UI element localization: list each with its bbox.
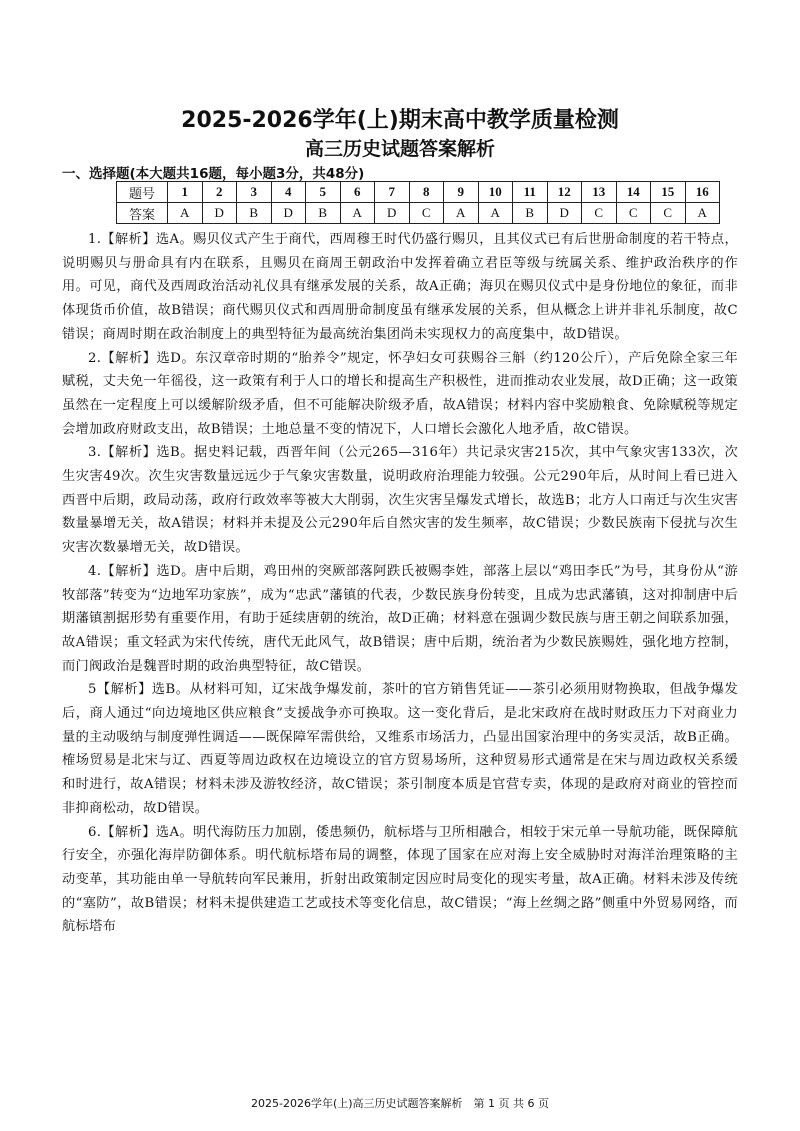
page-footer: 2025-2026学年(上)高三历史试题答案解析 第 1 页 共 6 页 — [250, 1097, 550, 1110]
answer-cell: A — [685, 203, 720, 224]
answer-cell: C — [582, 203, 617, 224]
question-number: 5 — [306, 182, 341, 203]
section-title: 一、选择题(本大题共16题，每小题3分，共48分) — [62, 166, 365, 182]
answer-cell: C — [651, 203, 686, 224]
answer-cell: A — [168, 203, 203, 224]
answer-table-number-row — [117, 182, 720, 203]
question-number: 9 — [444, 182, 479, 203]
document-title: 2025-2026学年(上)期末高中教学质量检测 — [181, 108, 619, 133]
row-label-answer: 答案 — [117, 203, 168, 224]
answer-cell: D — [202, 203, 237, 224]
answer-cell: C — [409, 203, 444, 224]
question-number: 12 — [547, 182, 582, 203]
explanation-paragraph-2: 2.【解析】选D。东汉章帝时期的“胎养令”规定，怀孕妇女可获赐谷三斛（约120公斤），产后免除全家三年赋税，丈夫免一年徭役，这一政策有利于人口的增长和提高生产积极性，进而推动农业发展，故D正确；这一政策虽然在一定程度上可以缓解阶级矛盾，但不可能解决阶级矛盾，故A错误；材料内容中奖励粮食、免除赋税等规定会增加政府财政支出，故B错误；土地总量不变的情况下，人口增长会激化人地矛盾，故C错误。 — [62, 350, 738, 437]
explanation-paragraph-6: 6.【解析】选A。明代海防压力加剧，倭患频仍，航标塔与卫所相融合，相较于宋元单一导航功能，既保障航行安全，亦强化海岸防御体系。明代航标塔布局的调整，体现了国家在应对海上安全威胁时对海洋治理策略的主动变革，其功能由单一导航转向军民兼用，折射出政策制定因应时局变化的现实考量，故A正确。材料未涉及传统的“塞防”，故B错误；材料未提供建造工艺或技术等变化信息，故C错误；“海上丝绸之路”侧重中外贸易网络，而航标塔布 — [62, 824, 738, 935]
question-number: 2 — [202, 182, 237, 203]
explanation-paragraph-4: 4.【解析】选D。唐中后期，鸡田州的突厥部落阿跌氏被赐李姓，部落上层以“鸡田李氏”为号，其身份从“游牧部落”转变为“边地军功家族”，成为“忠武”藩镇的代表，少数民族身份转变，且成为忠武藩镇，这对抑制唐中后期藩镇割据形势有重要作用，有助于延续唐朝的统治，故D正确；材料意在强调少数民族与唐王朝之间联系加强，故A错误；重文轻武为宋代传统，唐代无此风气，故B错误；唐中后期，统治者为少数民族赐姓，强化地方控制，而门阀政治是魏晋时期的政治典型特征，故C错误。 — [62, 563, 738, 674]
answer-table — [116, 181, 720, 224]
question-number: 16 — [685, 182, 720, 203]
answer-cell: A — [478, 203, 513, 224]
explanation-paragraph-1: 1.【解析】选A。赐贝仪式产生于商代，西周穆王时代仍盛行赐贝，且其仪式已有后世册命制度的若干特点，说明赐贝与册命具有内在联系，且赐贝在商周王朝政治中发挥着确立君臣等级与统属关系、维护政治秩序的作用。可见，商代及西周政治活动礼仪具有继承发展的关系，故A正确；海贝在赐贝仪式中是身份地位的象征，而非体现货币价值，故B错误；商代赐贝仪式和西周册命制度虽有继承发展的关系，但从概念上讲并非礼乐制度，故C错误；商周时期在政治制度上的典型特征为最高统治集团尚未实现权力的高度集中，故D错误。 — [62, 232, 738, 342]
question-number: 7 — [375, 182, 410, 203]
question-number: 6 — [340, 182, 375, 203]
answer-cell: D — [375, 203, 410, 224]
answer-cell: A — [340, 203, 375, 224]
question-number: 15 — [651, 182, 686, 203]
question-number: 13 — [582, 182, 617, 203]
explanation-paragraph-5: 5【解析】选B。从材料可知，辽宋战争爆发前，茶叶的官方销售凭证——茶引必须用财物换取，但战争爆发后，商人通过“向边境地区供应粮食”支援战争亦可换取。这一变化背后，是北宋政府在战时财政压力下对商业力量的主动吸纳与制度弹性调适——既保障军需供给，又维系市场活力，凸显出国家治理中的务实灵活，故B正确。榷场贸易是北宋与辽、西夏等周边政权在边境设立的官方贸易场所，这种贸易形式通常是在宋与周边政权关系缓和时进行，故A错误；材料未涉及游牧经济，故C错误；茶引制度本质是官营专卖，体现的是政府对商业的管控而非抑商松动，故D错误。 — [62, 682, 738, 816]
question-number: 8 — [409, 182, 444, 203]
explanation-paragraph-3: 3.【解析】选B。据史料记载，西晋年间（公元265—316年）共记录灾害215次，其中气象灾害133次，次生灾害49次。次生灾害数量远远少于气象灾害数量，说明政府治理能力较强。公元290年后，从时间上看已进入西晋中后期，政局动荡，政府行政效率等被大大削弱，次生灾害呈爆发式增长，故选B；北方人口南迁与次生灾害数量暴增无关，故A错误；材料并未提及公元290年后自然灾害的发生频率，故C错误；少数民族南下侵扰与次生灾害次数暴增无关，故D错误。 — [62, 445, 738, 556]
answer-cell: B — [306, 203, 341, 224]
answer-cell: B — [237, 203, 272, 224]
answer-cell: D — [271, 203, 306, 224]
row-label-number: 题号 — [117, 182, 168, 203]
question-number: 3 — [237, 182, 272, 203]
question-number: 11 — [513, 182, 548, 203]
answer-cell: C — [616, 203, 651, 224]
question-number: 14 — [616, 182, 651, 203]
answer-cell: D — [547, 203, 582, 224]
answer-cell: B — [513, 203, 548, 224]
answer-table-answer-row — [117, 203, 720, 224]
question-number: 10 — [478, 182, 513, 203]
answer-cell: A — [444, 203, 479, 224]
document-subtitle: 高三历史试题答案解析 — [304, 138, 495, 160]
question-number: 4 — [271, 182, 306, 203]
question-number: 1 — [168, 182, 203, 203]
explanations-body — [62, 228, 738, 939]
